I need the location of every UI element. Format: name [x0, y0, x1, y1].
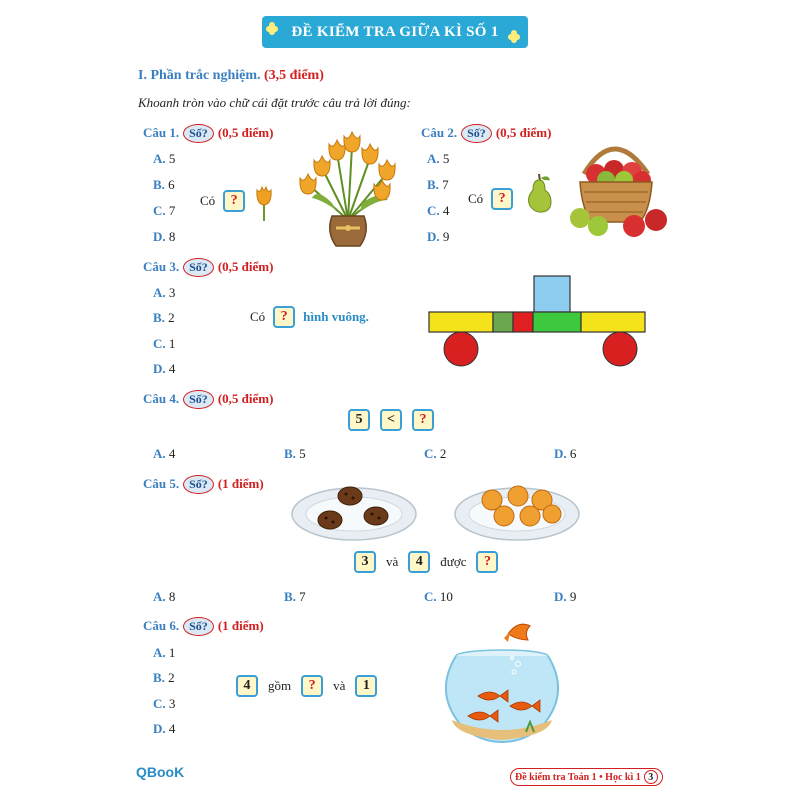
- option-b[interactable]: B. 7: [284, 589, 306, 604]
- instruction-text: Khoanh tròn vào chữ cái đặt trước câu trả lời đúng:: [138, 95, 411, 110]
- question-3-prompt: Có ? hình vuông.: [250, 306, 369, 328]
- number-box: 4: [408, 551, 430, 573]
- option-b[interactable]: B. 2: [153, 670, 175, 685]
- pear-icon: [524, 172, 554, 214]
- so-badge: Số?: [183, 258, 214, 277]
- question-2-header: Câu 2. Số? (0,5 điểm): [421, 124, 551, 143]
- option-a[interactable]: A. 3: [153, 285, 176, 300]
- comparison-expression: [348, 409, 434, 431]
- option-c[interactable]: C. 2: [424, 446, 447, 461]
- so-badge: Số?: [183, 124, 214, 143]
- publisher-logo: QBooK: [136, 764, 185, 780]
- page-title: ĐỀ KIỂM TRA GIỮA KÌ SỐ 1: [291, 23, 499, 40]
- question-2-prompt: Có ?: [468, 188, 513, 210]
- answer-box[interactable]: ?: [476, 551, 498, 573]
- question-4-header: Câu 4. Số? (0,5 điểm): [143, 390, 273, 409]
- so-badge: Số?: [183, 617, 214, 636]
- option-c[interactable]: C. 7: [153, 203, 176, 218]
- bun-plate-image: [452, 478, 582, 542]
- so-badge: Số?: [461, 124, 492, 143]
- footer-label: Đề kiểm tra Toán 1 • Học kì 1 3: [510, 768, 663, 786]
- option-a[interactable]: A. 4: [153, 446, 176, 461]
- answer-box[interactable]: ?: [491, 188, 513, 210]
- number-box: 4: [236, 675, 258, 697]
- option-d[interactable]: D. 6: [554, 446, 577, 461]
- operator-box: <: [380, 409, 402, 431]
- option-b[interactable]: B. 6: [153, 177, 175, 192]
- number-box: 5: [348, 409, 370, 431]
- question-5-header: Câu 5. Số? (1 điểm): [143, 475, 264, 494]
- cookie-plate-image: [290, 478, 418, 542]
- option-d[interactable]: D. 9: [427, 229, 450, 244]
- fish-bowl-image: [438, 612, 566, 748]
- tulip-icon: [253, 184, 275, 222]
- number-box: 3: [354, 551, 376, 573]
- section-heading: I. Phần trắc nghiệm. (3,5 điểm): [138, 68, 324, 83]
- option-a[interactable]: A. 8: [153, 589, 176, 604]
- decomposition-expression: 4 gồm ? và 1: [236, 675, 377, 697]
- fruit-basket-image: [566, 138, 672, 240]
- answer-box[interactable]: ?: [273, 306, 295, 328]
- option-a[interactable]: A. 5: [427, 151, 450, 166]
- answer-box[interactable]: ?: [301, 675, 323, 697]
- so-badge: Số?: [183, 390, 214, 409]
- option-b[interactable]: B. 7: [427, 177, 449, 192]
- option-c[interactable]: C. 10: [424, 589, 453, 604]
- option-b[interactable]: B. 5: [284, 446, 306, 461]
- answer-box[interactable]: ?: [412, 409, 434, 431]
- flower-icon: [266, 22, 278, 34]
- tulip-vase-image: [292, 128, 404, 250]
- so-badge: Số?: [183, 475, 214, 494]
- number-box: 1: [355, 675, 377, 697]
- option-d[interactable]: D. 8: [153, 229, 176, 244]
- option-a[interactable]: A. 1: [153, 645, 176, 660]
- option-c[interactable]: C. 1: [153, 336, 176, 351]
- question-1-header: Câu 1. Số? (0,5 điểm): [143, 124, 273, 143]
- option-a[interactable]: A. 5: [153, 151, 176, 166]
- page-number: 3: [644, 770, 658, 784]
- option-d[interactable]: D. 4: [153, 361, 176, 376]
- title-banner: [262, 16, 528, 48]
- flower-icon: [508, 30, 520, 42]
- question-3-header: Câu 3. Số? (0,5 điểm): [143, 258, 273, 277]
- option-b[interactable]: B. 2: [153, 310, 175, 325]
- addition-expression: 3 và 4 được ?: [354, 551, 498, 573]
- answer-box[interactable]: ?: [223, 190, 245, 212]
- question-6-header: Câu 6. Số? (1 điểm): [143, 617, 264, 636]
- option-d[interactable]: D. 9: [554, 589, 577, 604]
- option-c[interactable]: C. 4: [427, 203, 450, 218]
- question-1-prompt: Có ?: [200, 190, 245, 212]
- option-d[interactable]: D. 4: [153, 721, 176, 736]
- shape-cart-figure: [426, 272, 650, 370]
- option-c[interactable]: C. 3: [153, 696, 176, 711]
